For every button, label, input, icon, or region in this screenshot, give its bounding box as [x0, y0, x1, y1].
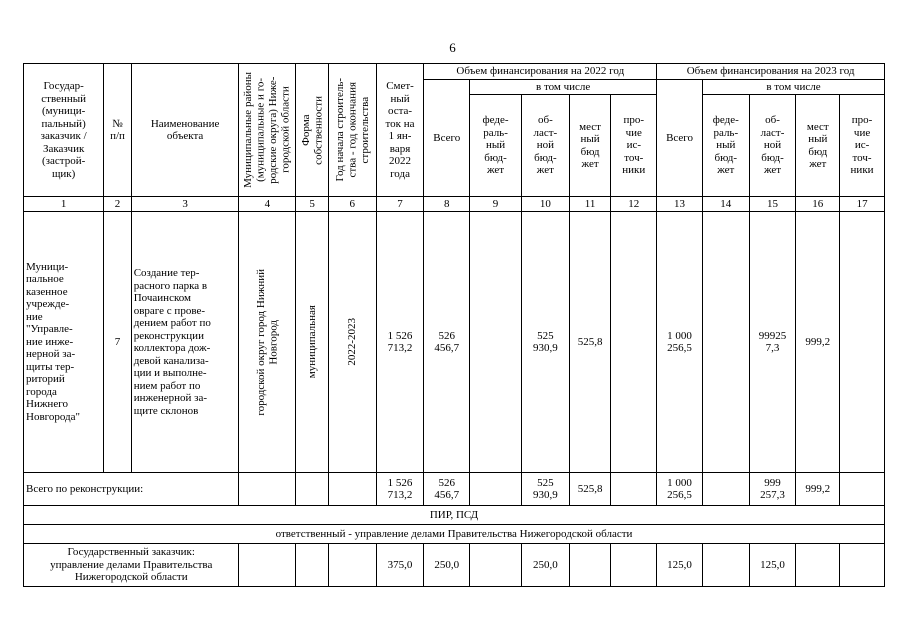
gov-estimate: 375,0	[376, 544, 424, 587]
total-total-2022: 526 456,7	[424, 473, 470, 506]
total-empty	[611, 473, 657, 506]
gov-empty	[796, 544, 840, 587]
col-num: 10	[521, 197, 569, 212]
object-federal-2022	[470, 212, 522, 473]
header-total-2022: Всего	[424, 79, 470, 197]
table-row-total	[24, 473, 885, 506]
col-num: 11	[569, 197, 611, 212]
header-local-2023: мест ный бюд жет	[796, 95, 840, 197]
object-years-text: 2022-2023	[346, 318, 358, 366]
section-pir: ПИР, ПСД	[24, 506, 885, 525]
col-num: 6	[328, 197, 376, 212]
object-years	[328, 212, 376, 473]
total-local-2023: 999,2	[796, 473, 840, 506]
object-district-text: городской округ город Нижний Новгород	[254, 268, 280, 416]
header-other-2023: про- чие ис- точ- ники	[840, 95, 885, 197]
header-ownership	[296, 64, 329, 197]
gov-label: Государственный заказчик: управление делами Правительства Нижегородской области	[24, 544, 239, 587]
header-incl-2022: в том числе	[470, 79, 657, 95]
header-num: № п/п	[104, 64, 131, 197]
gov-empty	[470, 544, 522, 587]
total-empty	[702, 473, 749, 506]
total-label: Всего по реконструкции:	[24, 473, 239, 506]
object-ownership	[296, 212, 329, 473]
col-num: 2	[104, 197, 131, 212]
object-num: 7	[104, 212, 131, 473]
header-other-2022: про- чие ис- точ- ники	[611, 95, 657, 197]
total-total-2023: 1 000 256,5	[657, 473, 703, 506]
header-regional-2022: об- ласт- ной бюд- жет	[521, 95, 569, 197]
responsible-text: ответственный - управление делами Правительства Нижегородской области	[24, 525, 885, 544]
header-years-text: Год начала строитель- ства - год окончания строительства	[333, 78, 371, 182]
page-number: 6	[449, 40, 456, 55]
header-federal-2023: феде- раль- ный бюд- жет	[702, 95, 749, 197]
object-ownership-text: муниципальная	[305, 305, 318, 379]
total-regional-2022: 525 930,9	[521, 473, 569, 506]
col-num: 16	[796, 197, 840, 212]
header-customer: Государ- ственный (муници- пальный) заказчик / Заказчик (застрой- щик)	[24, 64, 104, 197]
header-ownership-text: Форма собственности	[299, 95, 325, 165]
object-federal-2023	[702, 212, 749, 473]
total-empty	[296, 473, 329, 506]
table-row-responsible	[24, 525, 885, 544]
gov-total-2023: 125,0	[657, 544, 703, 587]
gov-empty	[702, 544, 749, 587]
col-num: 3	[131, 197, 239, 212]
col-num: 14	[702, 197, 749, 212]
total-empty	[840, 473, 885, 506]
financing-table	[23, 63, 885, 587]
object-district	[239, 212, 296, 473]
col-num: 5	[296, 197, 329, 212]
column-number-row	[24, 197, 885, 212]
col-num: 8	[424, 197, 470, 212]
total-estimate: 1 526 713,2	[376, 473, 424, 506]
object-estimate: 1 526 713,2	[376, 212, 424, 473]
header-fin-2022: Объем финансирования на 2022 год	[424, 64, 657, 80]
gov-empty	[296, 544, 329, 587]
header-incl-2023: в том числе	[702, 79, 884, 95]
total-empty	[470, 473, 522, 506]
table-row-gov	[24, 544, 885, 587]
object-local-2023: 999,2	[796, 212, 840, 473]
gov-regional-2023: 125,0	[749, 544, 796, 587]
header-districts-text: Муниципальные районы (муниципальные и го- родские округа) Ниже- городской области	[242, 72, 292, 188]
header-row-1	[24, 64, 885, 80]
col-num: 15	[749, 197, 796, 212]
object-regional-2022: 525 930,9	[521, 212, 569, 473]
col-num: 4	[239, 197, 296, 212]
col-num: 13	[657, 197, 703, 212]
header-federal-2022: феде- раль- ный бюд- жет	[470, 95, 522, 197]
total-regional-2023: 999 257,3	[749, 473, 796, 506]
gov-empty	[840, 544, 885, 587]
col-num: 9	[470, 197, 522, 212]
gov-total-2022: 250,0	[424, 544, 470, 587]
header-districts	[239, 64, 296, 197]
object-other-2022	[611, 212, 657, 473]
object-other-2023	[840, 212, 885, 473]
object-local-2022: 525,8	[569, 212, 611, 473]
table-row-section	[24, 506, 885, 525]
total-empty	[328, 473, 376, 506]
header-regional-2023: об- ласт- ной бюд- жет	[749, 95, 796, 197]
object-customer: Муници- пальное казенное учрежде- ние "Управле- ние инже- нерной за- щиты тер- риторий города Нижнего Новгорода"	[24, 212, 104, 473]
object-total-2023: 1 000 256,5	[657, 212, 703, 473]
header-estimate: Смет- ный оста- ток на 1 ян- варя 2022 года	[376, 64, 424, 197]
object-total-2022: 526 456,7	[424, 212, 470, 473]
table-row-object	[24, 212, 885, 473]
header-local-2022: мест ный бюд жет	[569, 95, 611, 197]
header-object-name: Наименование объекта	[131, 64, 239, 197]
total-local-2022: 525,8	[569, 473, 611, 506]
col-num: 12	[611, 197, 657, 212]
gov-empty	[569, 544, 611, 587]
col-num: 7	[376, 197, 424, 212]
header-years	[328, 64, 376, 197]
gov-empty	[328, 544, 376, 587]
gov-regional-2022: 250,0	[521, 544, 569, 587]
col-num: 1	[24, 197, 104, 212]
gov-empty	[239, 544, 296, 587]
object-regional-2023: 99925 7,3	[749, 212, 796, 473]
col-num: 17	[840, 197, 885, 212]
gov-empty	[611, 544, 657, 587]
header-total-2023: Всего	[657, 79, 703, 197]
total-empty	[239, 473, 296, 506]
header-fin-2023: Объем финансирования на 2023 год	[657, 64, 885, 80]
object-name: Создание тер- расного парка в Почаинском овраге с прове- дением работ по реконструкции коллектора дож- девой канализа- ции и выполне- нием работ по инженерной за- щите склонов	[131, 212, 239, 473]
